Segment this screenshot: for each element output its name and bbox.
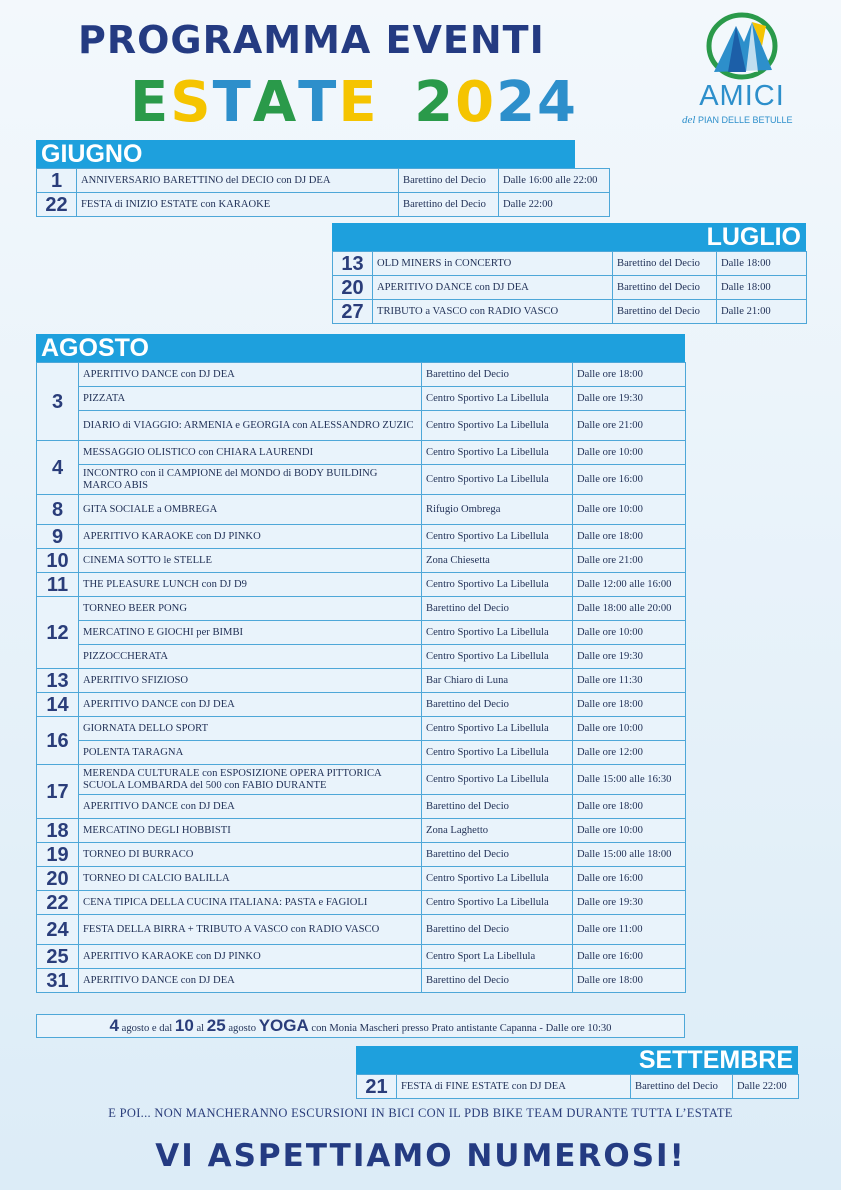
yoga-day-2: 10: [174, 1016, 194, 1035]
event-row: [37, 693, 686, 717]
logo-subtitle: [682, 114, 832, 126]
yoga-word: YOGA: [258, 1016, 309, 1035]
title-letter: A: [252, 70, 299, 135]
title-letter: T: [212, 70, 253, 135]
event-time: Dalle 21:00: [717, 300, 807, 324]
event-place: Barettino del Decio: [613, 252, 717, 276]
luglio-table: [332, 251, 807, 324]
event-name: MERCATINO DEGLI HOBBISTI: [79, 819, 422, 843]
event-row: [37, 525, 686, 549]
event-row: [37, 843, 686, 867]
logo-sub-del: del: [682, 114, 696, 126]
event-name: MESSAGGIO OLISTICO con CHIARA LAURENDI: [79, 441, 422, 465]
event-name: THE PLEASURE LUNCH con DJ D9: [79, 573, 422, 597]
event-row: [333, 300, 807, 324]
event-row: [37, 441, 686, 465]
event-name: INCONTRO con il CAMPIONE del MONDO di BODY BUILDING MARCO ABIS: [79, 465, 422, 495]
event-name: POLENTA TARAGNA: [79, 741, 422, 765]
event-day: 17: [37, 765, 79, 819]
event-place: Centro Sportivo La Libellula: [422, 621, 573, 645]
event-place: Barettino del Decio: [422, 597, 573, 621]
event-name: APERITIVO DANCE con DJ DEA: [79, 795, 422, 819]
yoga-text-rest: con Monia Mascheri presso Prato antistante Capanna - Dalle ore 10:30: [311, 1023, 612, 1034]
event-name: GITA SOCIALE a OMBREGA: [79, 495, 422, 525]
event-time: Dalle ore 18:00: [573, 969, 686, 993]
event-place: Barettino del Decio: [422, 363, 573, 387]
event-time: Dalle ore 18:00: [573, 363, 686, 387]
event-row: [37, 891, 686, 915]
month-header-settembre: SETTEMBRE: [356, 1046, 798, 1074]
yoga-text-2: al: [196, 1023, 205, 1034]
event-place: Barettino del Decio: [399, 169, 499, 193]
event-place: Centro Sportivo La Libellula: [422, 411, 573, 441]
event-time: Dalle ore 16:00: [573, 945, 686, 969]
amici-logo: [682, 12, 832, 130]
event-name: CINEMA SOTTO le STELLE: [79, 549, 422, 573]
event-place: Bar Chiaro di Luna: [422, 669, 573, 693]
event-place: Barettino del Decio: [422, 795, 573, 819]
yoga-text-1: agosto e dal: [121, 1023, 173, 1034]
event-name: MERCATINO E GIOCHI per BIMBI: [79, 621, 422, 645]
event-time: Dalle ore 18:00: [573, 693, 686, 717]
giugno-table: [36, 168, 610, 217]
footer-note: E POI... NON MANCHERANNO ESCURSIONI IN BICI CON IL PDB BIKE TEAM DURANTE TUTTA L’ESTATE: [108, 1106, 733, 1120]
event-place: Centro Sportivo La Libellula: [422, 765, 573, 795]
event-time: Dalle ore 19:30: [573, 645, 686, 669]
event-day: 13: [333, 252, 373, 276]
agosto-table: [36, 362, 686, 993]
month-header-giugno: GIUGNO: [36, 140, 575, 168]
event-place: Centro Sportivo La Libellula: [422, 645, 573, 669]
title-digit: 2: [414, 70, 456, 135]
title-digit: 4: [537, 70, 578, 135]
event-place: Zona Laghetto: [422, 819, 573, 843]
event-name: MERENDA CULTURALE con ESPOSIZIONE OPERA PITTORICA SCUOLA LOMBARDA del 500 con FABIO DURANTE: [79, 765, 422, 795]
event-name: TORNEO DI CALCIO BALILLA: [79, 867, 422, 891]
event-time: Dalle 22:00: [499, 193, 610, 217]
title-letter: E: [130, 70, 171, 135]
event-time: Dalle ore 11:30: [573, 669, 686, 693]
event-row: [37, 597, 686, 621]
event-name: CENA TIPICA DELLA CUCINA ITALIANA: PASTA e FAGIOLI: [79, 891, 422, 915]
event-name: APERITIVO KARAOKE con DJ PINKO: [79, 525, 422, 549]
event-day: 1: [37, 169, 77, 193]
event-day: 25: [37, 945, 79, 969]
event-row: [333, 252, 807, 276]
event-day: 10: [37, 549, 79, 573]
title-digit: 0: [455, 70, 497, 135]
event-name: OLD MINERS in CONCERTO: [373, 252, 613, 276]
event-row: [357, 1075, 799, 1099]
event-day: 22: [37, 193, 77, 217]
event-name: PIZZOCCHERATA: [79, 645, 422, 669]
event-row: [37, 819, 686, 843]
event-name: TORNEO DI BURRACO: [79, 843, 422, 867]
event-place: Barettino del Decio: [422, 693, 573, 717]
event-name: FESTA di INIZIO ESTATE con KARAOKE: [77, 193, 399, 217]
title-letter: T: [298, 70, 339, 135]
event-row: [37, 193, 610, 217]
event-row: [37, 549, 686, 573]
title-programma-eventi: PROGRAMMA EVENTI: [78, 18, 545, 62]
event-name: FESTA DELLA BIRRA + TRIBUTO A VASCO con RADIO VASCO: [79, 915, 422, 945]
title-letter: S: [170, 70, 213, 135]
title-letter: E: [338, 70, 379, 135]
event-name: FESTA di FINE ESTATE con DJ DEA: [397, 1075, 631, 1099]
event-day: 19: [37, 843, 79, 867]
event-row: [37, 573, 686, 597]
footer-slogan: VI ASPETTIAMO NUMEROSI!: [155, 1138, 686, 1174]
event-time: Dalle ore 10:00: [573, 717, 686, 741]
yoga-day-1: 4: [109, 1016, 119, 1035]
event-row: [37, 465, 686, 495]
event-place: Centro Sportivo La Libellula: [422, 465, 573, 495]
event-time: Dalle ore 21:00: [573, 549, 686, 573]
yoga-day-3: 25: [206, 1016, 226, 1035]
event-place: Centro Sportivo La Libellula: [422, 891, 573, 915]
event-day: 13: [37, 669, 79, 693]
event-row: [37, 717, 686, 741]
event-row: [37, 169, 610, 193]
event-day: 22: [37, 891, 79, 915]
event-time: Dalle 12:00 alle 16:00: [573, 573, 686, 597]
event-name: DIARIO di VIAGGIO: ARMENIA e GEORGIA con ALESSANDRO ZUZIC: [79, 411, 422, 441]
event-day: 14: [37, 693, 79, 717]
event-time: Dalle ore 10:00: [573, 621, 686, 645]
logo-sub-text: PIAN DELLE BETULLE: [697, 115, 793, 125]
event-time: Dalle ore 16:00: [573, 465, 686, 495]
event-place: Centro Sportivo La Libellula: [422, 525, 573, 549]
event-name: TRIBUTO a VASCO con RADIO VASCO: [373, 300, 613, 324]
event-place: Centro Sportivo La Libellula: [422, 867, 573, 891]
event-row: [37, 969, 686, 993]
event-day: 11: [37, 573, 79, 597]
event-place: Barettino del Decio: [399, 193, 499, 217]
event-time: Dalle 18:00: [717, 276, 807, 300]
event-row: [37, 669, 686, 693]
event-time: Dalle 22:00: [733, 1075, 799, 1099]
event-row: [37, 363, 686, 387]
event-name: TORNEO BEER PONG: [79, 597, 422, 621]
event-row: [37, 915, 686, 945]
event-day: 8: [37, 495, 79, 525]
event-time: Dalle ore 11:00: [573, 915, 686, 945]
event-time: Dalle 18:00: [717, 252, 807, 276]
event-place: Centro Sportivo La Libellula: [422, 717, 573, 741]
month-header-agosto: AGOSTO: [36, 334, 685, 362]
event-time: Dalle ore 19:30: [573, 387, 686, 411]
event-row: [37, 867, 686, 891]
event-time: Dalle 16:00 alle 22:00: [499, 169, 610, 193]
event-time: Dalle 15:00 alle 16:30: [573, 765, 686, 795]
settembre-table: [356, 1074, 799, 1099]
event-place: Rifugio Ombrega: [422, 495, 573, 525]
event-row: [37, 945, 686, 969]
event-day: 20: [333, 276, 373, 300]
event-time: Dalle ore 12:00: [573, 741, 686, 765]
yoga-text-3: agosto: [228, 1023, 257, 1034]
event-time: Dalle ore 19:30: [573, 891, 686, 915]
title-year: [414, 70, 578, 135]
event-place: Centro Sportivo La Libellula: [422, 741, 573, 765]
event-row: [37, 741, 686, 765]
event-name: ANNIVERSARIO BARETTINO del DECIO con DJ DEA: [77, 169, 399, 193]
event-time: Dalle ore 10:00: [573, 441, 686, 465]
event-name: APERITIVO SFIZIOSO: [79, 669, 422, 693]
event-place: Barettino del Decio: [422, 969, 573, 993]
event-place: Barettino del Decio: [613, 276, 717, 300]
yoga-note: [36, 1014, 685, 1038]
event-place: Barettino del Decio: [422, 843, 573, 867]
title-digit: 2: [496, 70, 538, 135]
event-place: Centro Sportivo La Libellula: [422, 387, 573, 411]
event-time: Dalle ore 10:00: [573, 495, 686, 525]
event-name: APERITIVO DANCE con DJ DEA: [79, 693, 422, 717]
event-place: Barettino del Decio: [422, 915, 573, 945]
event-place: Zona Chiesetta: [422, 549, 573, 573]
event-day: 16: [37, 717, 79, 765]
event-day: 3: [37, 363, 79, 441]
event-place: Centro Sportivo La Libellula: [422, 441, 573, 465]
event-row: [37, 387, 686, 411]
event-row: [333, 276, 807, 300]
event-day: 12: [37, 597, 79, 669]
event-place: Barettino del Decio: [613, 300, 717, 324]
event-row: [37, 495, 686, 525]
event-name: APERITIVO DANCE con DJ DEA: [373, 276, 613, 300]
event-name: APERITIVO DANCE con DJ DEA: [79, 363, 422, 387]
event-time: Dalle ore 10:00: [573, 819, 686, 843]
event-place: Barettino del Decio: [631, 1075, 733, 1099]
event-day: 9: [37, 525, 79, 549]
event-time: Dalle ore 21:00: [573, 411, 686, 441]
event-day: 4: [37, 441, 79, 495]
event-row: [37, 621, 686, 645]
event-time: Dalle ore 16:00: [573, 867, 686, 891]
event-time: Dalle 15:00 alle 18:00: [573, 843, 686, 867]
event-day: 27: [333, 300, 373, 324]
event-day: 24: [37, 915, 79, 945]
event-name: APERITIVO DANCE con DJ DEA: [79, 969, 422, 993]
event-time: Dalle ore 18:00: [573, 525, 686, 549]
event-name: GIORNATA DELLO SPORT: [79, 717, 422, 741]
title-estate-2024: [130, 70, 590, 135]
event-place: Centro Sportivo La Libellula: [422, 573, 573, 597]
event-day: 21: [357, 1075, 397, 1099]
event-time: Dalle 18:00 alle 20:00: [573, 597, 686, 621]
title-word: [130, 70, 379, 135]
event-row: [37, 765, 686, 795]
logo-mountain-icon: [706, 12, 778, 80]
event-day: 31: [37, 969, 79, 993]
event-day: 20: [37, 867, 79, 891]
event-row: [37, 645, 686, 669]
logo-name: AMICI: [699, 80, 785, 112]
month-header-luglio: LUGLIO: [332, 223, 806, 251]
event-row: [37, 411, 686, 441]
event-day: 18: [37, 819, 79, 843]
event-place: Centro Sport La Libellula: [422, 945, 573, 969]
event-name: APERITIVO KARAOKE con DJ PINKO: [79, 945, 422, 969]
event-name: PIZZATA: [79, 387, 422, 411]
event-time: Dalle ore 18:00: [573, 795, 686, 819]
event-row: [37, 795, 686, 819]
